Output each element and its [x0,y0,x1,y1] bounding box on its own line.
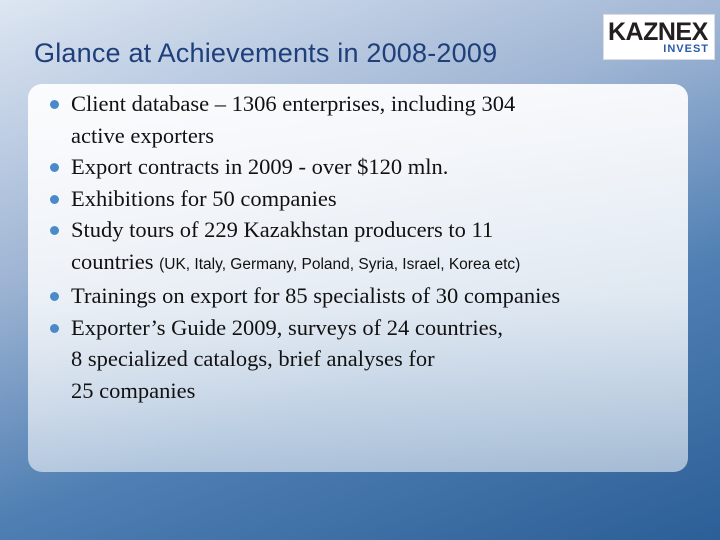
bullet-dot-icon [50,195,59,204]
logo-main-text: KAZNEX [608,18,708,46]
bullet-line: Client database – 1306 enterprises, including 304 [71,91,516,116]
bullet-dot-icon [50,226,59,235]
bullet-line-text: countries [71,248,160,274]
bullet-line: Exporter’s Guide 2009, surveys of 24 countries, [71,314,504,340]
bullet-dot-icon [50,163,59,172]
list-item [50,312,690,407]
bullet-line: 8 specialized catalogs, brief analyses for [71,346,435,371]
list-item [50,280,690,312]
list-item [50,183,690,215]
bullet-dot-icon [50,100,59,109]
bullet-line: active exporters [71,122,215,148]
bullet-line: Trainings on export for 85 specialists of 30 companies [71,283,561,308]
logo-sub-text: INVEST [663,43,709,55]
bullet-line [71,246,690,281]
bullet-dot-icon [50,324,59,333]
list-item [50,214,690,280]
slide-title: Glance at Achievements in 2008-2009 [34,38,498,68]
list-item [50,151,690,183]
bullet-line: Study tours of 229 Kazakhstan producers to 11 [71,217,494,242]
achievements-list [50,88,690,406]
country-list: (UK, Italy, Germany, Poland, Syria, Israel, Korea etc) [159,255,521,273]
list-item [50,88,690,151]
kaznex-invest-logo [603,14,715,60]
bullet-dot-icon [50,292,59,301]
bullet-line: 25 companies [71,377,196,403]
bullet-line: Exhibitions for 50 companies [71,185,337,211]
bullet-line: Export contracts in 2009 - over $120 mln. [71,154,449,179]
